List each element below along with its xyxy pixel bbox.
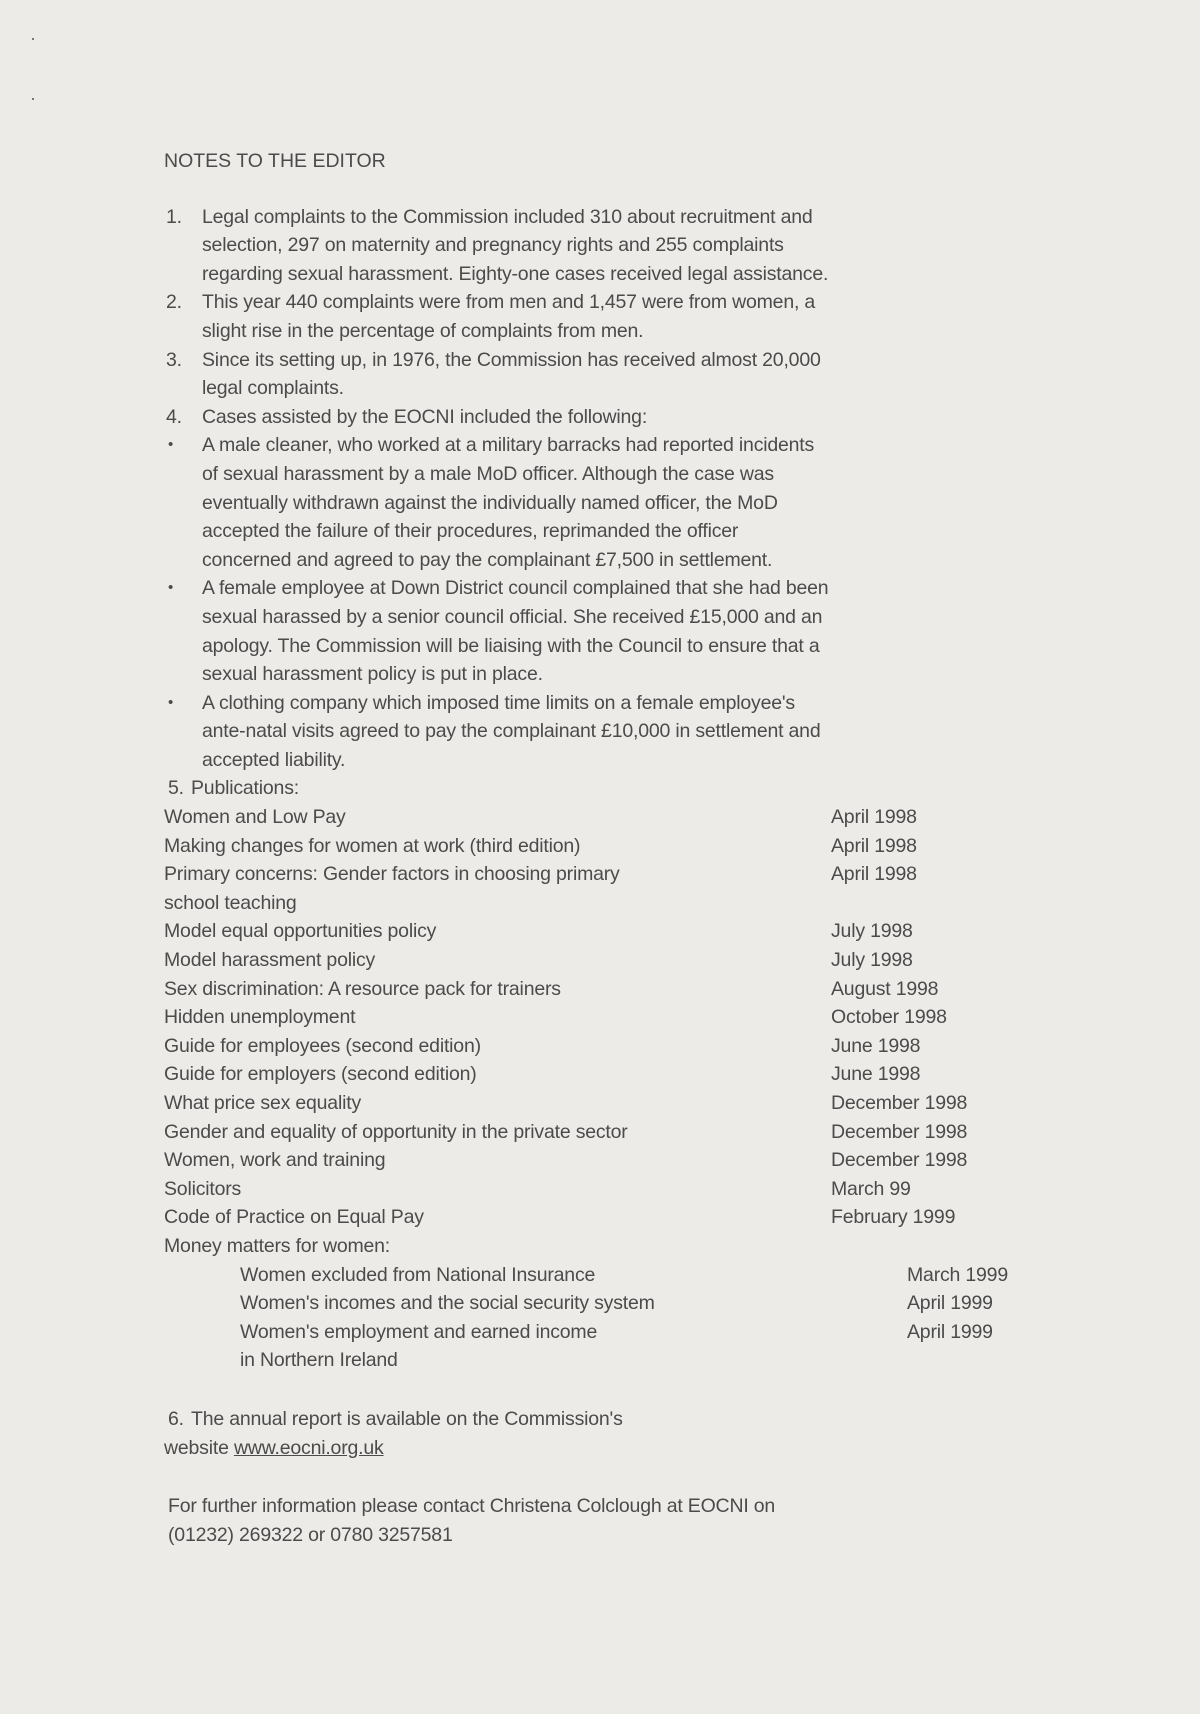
publication-date: April 1998 <box>831 806 917 829</box>
publication-date: April 1999 <box>907 1292 993 1315</box>
bullet-icon: • <box>168 436 174 454</box>
note-number: 4. <box>166 405 182 428</box>
case-text: of sexual harassment by a male MoD officer. Although the case was <box>202 462 774 485</box>
note-text: Since its setting up, in 1976, the Commission has received almost 20,000 <box>202 348 821 371</box>
publication-date: February 1999 <box>831 1206 956 1229</box>
contact-text: For further information please contact Christena Colclough at EOCNI on <box>168 1495 776 1518</box>
publication-title: Model harassment policy <box>164 949 376 972</box>
publication-date: April 1998 <box>831 863 917 886</box>
note-text: Cases assisted by the EOCNI included the following: <box>202 405 648 428</box>
numbered-notes <box>164 203 1064 432</box>
note-text: Legal complaints to the Commission included 310 about recruitment and <box>202 205 813 228</box>
publication-row <box>164 860 1064 917</box>
publication-title: Primary concerns: Gender factors in choosing primary <box>164 863 620 886</box>
publication-date: December 1998 <box>831 1120 968 1143</box>
case-item <box>164 431 1064 574</box>
bullet-icon: • <box>168 579 174 597</box>
publications-list <box>164 803 1064 1261</box>
note-text: selection, 297 on maternity and pregnancy rights and 255 complaints <box>202 234 784 257</box>
publication-row <box>164 946 1064 975</box>
publication-row <box>240 1261 1064 1290</box>
case-text: sexual harassed by a senior council official. She received £15,000 and an <box>202 605 823 628</box>
case-text: A clothing company which imposed time limits on a female employee's <box>202 691 795 714</box>
publication-row <box>164 1060 1064 1089</box>
publication-row <box>164 1032 1064 1061</box>
publication-date: April 1998 <box>831 834 917 857</box>
case-text: accepted liability. <box>202 748 346 771</box>
publication-title: What price sex equality <box>164 1092 361 1114</box>
case-text: apology. The Commission will be liaising with the Council to ensure that a <box>202 634 820 657</box>
note-text: regarding sexual harassment. Eighty-one cases received legal assistance. <box>202 262 829 285</box>
case-item <box>164 689 1064 775</box>
publication-row <box>164 1118 1064 1147</box>
publication-row <box>164 1175 1064 1204</box>
scan-speck <box>32 98 34 100</box>
note-text: legal complaints. <box>202 377 344 400</box>
publication-date: August 1998 <box>831 977 939 1000</box>
publication-row <box>164 975 1064 1004</box>
case-text: ante-natal visits agreed to pay the complainant £10,000 in settlement and <box>202 720 821 743</box>
publication-date: June 1998 <box>831 1063 921 1086</box>
bullet-icon: • <box>168 693 174 711</box>
publication-date: March 1999 <box>907 1263 1008 1286</box>
case-text: A female employee at Down District council complained that she had been <box>202 577 829 600</box>
publication-row <box>164 1232 1064 1261</box>
publication-title: Guide for employees (second edition) <box>164 1034 481 1057</box>
publications-label: Publications: <box>191 777 299 800</box>
note-text: website <box>164 1436 234 1459</box>
publication-title: Hidden unemployment <box>164 1006 356 1029</box>
publication-title: school teaching <box>164 891 297 914</box>
publication-title: Women's employment and earned income <box>240 1320 598 1343</box>
note-number: 1. <box>166 205 182 228</box>
note-6 <box>164 1405 1064 1462</box>
contact-text: (01232) 269322 or 0780 3257581 <box>168 1523 453 1546</box>
case-text: A male cleaner, who worked at a military barracks had reported incidents <box>202 434 815 457</box>
note-text: This year 440 complaints were from men and 1,457 were from women, a <box>202 291 816 314</box>
publication-date: July 1998 <box>831 920 913 943</box>
note-text: The annual report is available on the Commission's <box>191 1407 623 1430</box>
scan-speck <box>32 38 34 40</box>
publication-row <box>164 1146 1064 1175</box>
publication-row <box>164 832 1064 861</box>
publications-heading <box>164 774 1064 803</box>
publication-date: March 99 <box>831 1177 911 1200</box>
case-text: eventually withdrawn against the individually named officer, the MoD <box>202 491 778 514</box>
publication-row <box>240 1289 1064 1318</box>
case-bullets <box>164 431 1064 774</box>
note-number: 5. <box>168 777 184 800</box>
publication-title: Sex discrimination: A resource pack for trainers <box>164 977 561 1000</box>
publication-row <box>164 917 1064 946</box>
page-title: NOTES TO THE EDITOR <box>164 150 386 172</box>
publication-title: Women, work and training <box>164 1149 386 1172</box>
case-item <box>164 574 1064 688</box>
publication-row <box>240 1318 1064 1375</box>
website-link[interactable]: www.eocni.org.uk <box>233 1436 384 1459</box>
publication-row <box>164 1089 1064 1118</box>
contact-info <box>164 1492 1064 1549</box>
publication-date: July 1998 <box>831 949 913 972</box>
publication-row <box>164 1203 1064 1232</box>
note-item <box>164 403 1064 432</box>
publication-title: Making changes for women at work (third edition) <box>164 834 581 857</box>
publication-row <box>164 1003 1064 1032</box>
publication-title: Solicitors <box>164 1177 242 1200</box>
note-number: 6. <box>168 1407 184 1430</box>
publication-title: Women and Low Pay <box>164 806 346 829</box>
publication-title: in Northern Ireland <box>240 1349 398 1372</box>
publication-row <box>164 803 1064 832</box>
note-number: 3. <box>166 348 182 371</box>
publication-title: Women's incomes and the social security system <box>240 1292 655 1315</box>
note-item <box>164 203 1064 289</box>
publication-title: Money matters for women: <box>164 1234 391 1257</box>
note-item <box>164 346 1064 403</box>
case-text: accepted the failure of their procedures, reprimanded the officer <box>202 520 739 543</box>
publication-date: April 1999 <box>907 1320 993 1343</box>
publication-date: December 1998 <box>831 1092 968 1114</box>
note-text: slight rise in the percentage of complaints from men. <box>202 319 644 342</box>
publication-title: Code of Practice on Equal Pay <box>164 1206 424 1229</box>
note-number: 2. <box>166 291 182 314</box>
publication-title: Model equal opportunities policy <box>164 920 437 943</box>
publication-title: Women excluded from National Insurance <box>240 1263 596 1286</box>
case-text: concerned and agreed to pay the complainant £7,500 in settlement. <box>202 548 773 571</box>
publication-title: Guide for employers (second edition) <box>164 1063 477 1086</box>
publication-date: June 1998 <box>831 1034 921 1057</box>
document-page <box>164 147 1064 1549</box>
publication-date: October 1998 <box>831 1006 947 1029</box>
money-matters-sublist <box>164 1261 1064 1375</box>
publication-title: Gender and equality of opportunity in the private sector <box>164 1120 628 1143</box>
note-item <box>164 288 1064 345</box>
case-text: sexual harassment policy is put in place. <box>202 663 543 686</box>
publication-date: December 1998 <box>831 1149 968 1172</box>
